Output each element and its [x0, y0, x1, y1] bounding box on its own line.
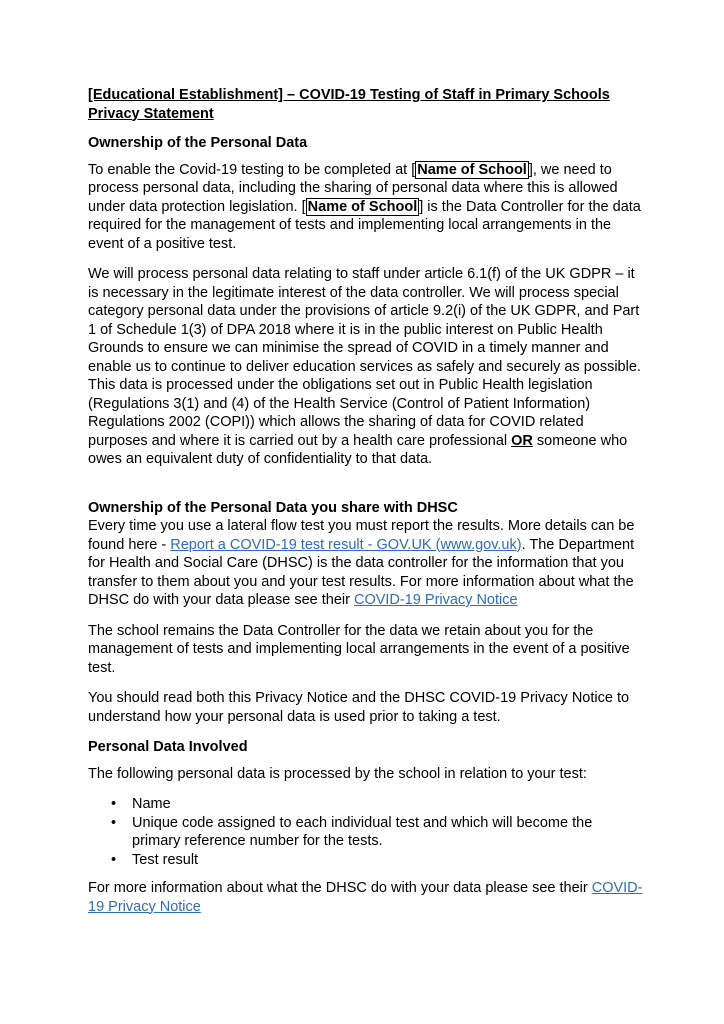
paragraph-enable-testing — [88, 161, 644, 254]
text-span: . The Department for Health and Social Care (DHSC) is the data controller for the information that you transfer to them about you and your test results. For more information about what the DHSC do with your data please see their — [88, 536, 635, 608]
list-item-text: Unique code assigned to each individual test and which will become the primary reference number for the tests. — [132, 814, 593, 849]
emphasis-or: OR — [511, 432, 533, 449]
list-item — [88, 851, 644, 870]
text-span: someone who owes an equivalent duty of confidentiality to that data. — [88, 432, 628, 467]
paragraph-read-both: You should read both this Privacy Notice and the DHSC COVID-19 Privacy Notice to understand how your personal data is used prior to taking a test. — [88, 690, 630, 725]
document-title: [Educational Establishment] – COVID-19 Testing of Staff in Primary Schools Privacy Statement — [88, 87, 610, 122]
text-span: ], we need to process personal data, including the sharing of personal data where this is allowed under data protection legislation. [ — [88, 161, 618, 215]
text-span: We will process personal data relating to staff under article 6.1(f) of the UK GDPR – it is necessary in the legitimate interest of the data controller. We will process special category personal data under the provisions of article 9.2(i) of the UK GDPR, and Part 1 of Schedule 1(3) of DPA 2018 where it is in the public interest on Public Health Grounds to ensure we can minimise the spread of COVID in a timely manner and enable us to continue to deliver education services as safely and securely as possible. This data is processed under the obligations set out in Public Health legislation (Regulations 3(1) and (4) of the Health Service (Control of Patient Information) Regulations 2002 (COPI)) which allows the sharing of data for COVID related purposes and where it is carried out by a health care professional — [88, 266, 641, 449]
school-name-placeholder: Name of School — [417, 161, 527, 178]
list-item-text: Test result — [132, 851, 199, 868]
text-span: ] is the Data Controller for the data required for the management of tests and implementing local arrangements in the event of a positive test. — [88, 198, 641, 252]
privacy-notice-link[interactable]: COVID-19 Privacy Notice — [353, 592, 518, 608]
paragraph-data-intro: The following personal data is processed by the school in relation to your test: — [88, 765, 587, 782]
document-body — [88, 86, 644, 928]
paragraph-more-info — [88, 879, 644, 916]
text-span: For more information about what the DHSC do with your data please see their — [88, 880, 592, 896]
personal-data-list — [88, 795, 644, 869]
text-span: To enable the Covid-19 testing to be completed at [ — [88, 161, 416, 178]
privacy-notice-link[interactable]: COVID-19 Privacy Notice — [88, 880, 643, 915]
school-name-placeholder: Name of School — [307, 198, 418, 215]
list-item — [88, 795, 644, 814]
section-heading-personal-data: Personal Data Involved — [88, 739, 248, 755]
paragraph-dhsc-reporting — [88, 517, 644, 610]
bullet-icon: • — [111, 814, 117, 831]
paragraph-legal-basis — [88, 265, 644, 469]
paragraph-school-controller: The school remains the Data Controller for the data we retain about you for the management of tests and implementing local arrangements in the event of a positive test. — [88, 622, 630, 676]
bullet-icon: • — [111, 796, 117, 812]
section-heading-ownership: Ownership of the Personal Data — [88, 135, 308, 151]
bullet-icon: • — [111, 851, 117, 868]
list-item — [88, 814, 644, 851]
text-span: Every time you use a lateral flow test you must report the results. More details can be found here - — [88, 518, 635, 553]
report-test-result-link[interactable]: Report a COVID-19 test result - GOV.UK (www.gov.uk) — [170, 536, 522, 553]
list-item-text: Name — [132, 796, 171, 812]
section-heading-dhsc: Ownership of the Personal Data you share with DHSC — [88, 499, 458, 516]
